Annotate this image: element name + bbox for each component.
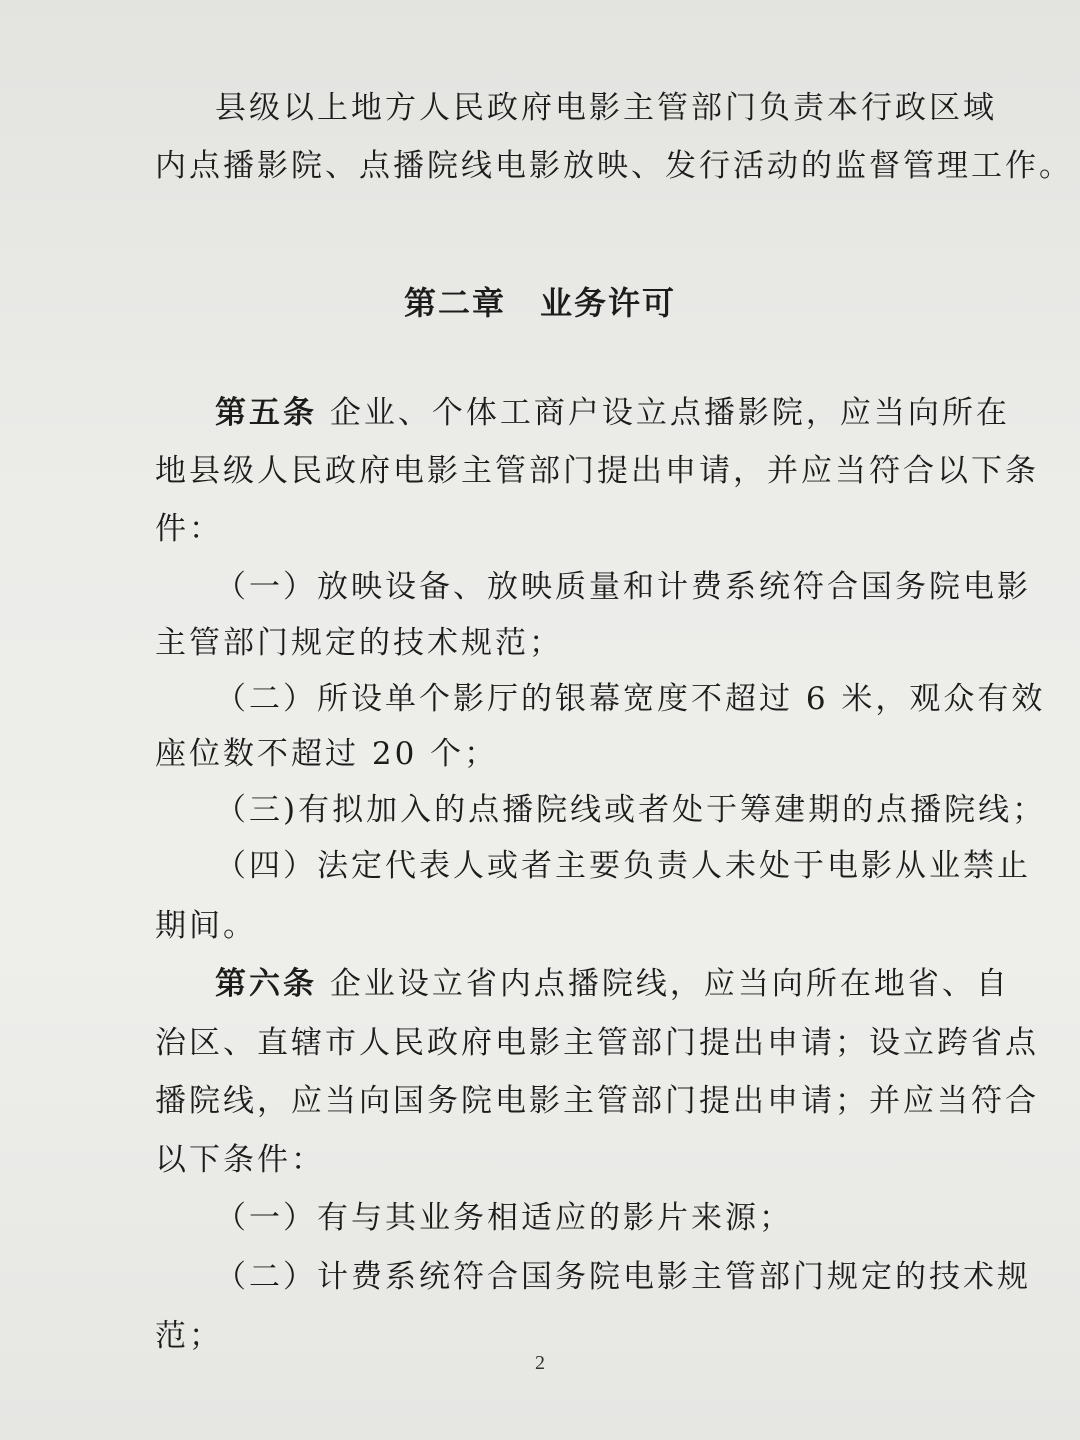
article6-line-2: 治区、直辖市人民政府电影主管部门提出申请；设立跨省点 xyxy=(155,1025,1039,1061)
article5-item-3: （三)有拟加入的点播院线或者处于筹建期的点播院线； xyxy=(215,792,1047,828)
article6-text-1: 企业设立省内点播院线，应当向所在地省、自 xyxy=(329,966,1010,1002)
article5-item-2-cont: 座位数不超过 20 个； xyxy=(155,736,499,772)
article6-item-1: （一）有与其业务相适应的影片来源； xyxy=(215,1200,793,1236)
article6-item-2-cont: 范； xyxy=(155,1318,223,1354)
article5-item-1: （一）放映设备、放映质量和计费系统符合国务院电影 xyxy=(215,569,1031,605)
article5-line-2: 地县级人民政府电影主管部门提出申请，并应当符合以下条 xyxy=(155,453,1039,489)
intro-line-1: 县级以上地方人民政府电影主管部门负责本行政区域 xyxy=(215,90,997,126)
article6-heading: 第六条 xyxy=(215,966,317,1002)
article6-line-3: 播院线，应当向国务院电影主管部门提出申请；并应当符合 xyxy=(155,1083,1039,1119)
article5-item-1-cont: 主管部门规定的技术规范； xyxy=(155,625,563,661)
article5-text-1: 企业、个体工商户设立点播影院，应当向所在 xyxy=(329,395,1010,431)
article6-line-1 xyxy=(215,964,1015,1004)
article6-line-4: 以下条件： xyxy=(155,1142,325,1178)
intro-line-2: 内点播影院、点播院线电影放映、发行活动的监督管理工作。 xyxy=(155,148,1073,184)
article5-heading: 第五条 xyxy=(215,395,317,431)
article5-line-3: 件： xyxy=(155,511,223,547)
chapter-title: 第二章 业务许可 xyxy=(403,284,676,322)
article6-item-2: （二）计费系统符合国务院电影主管部门规定的技术规 xyxy=(215,1259,1031,1295)
article5-item-4: （四）法定代表人或者主要负责人未处于电影从业禁止 xyxy=(215,848,1031,884)
article5-line-1 xyxy=(215,393,1015,433)
page-number: 2 xyxy=(535,1352,545,1374)
article5-item-4-cont: 期间。 xyxy=(155,908,257,944)
article5-item-2: （二）所设单个影厅的银幕宽度不超过 6 米，观众有效 xyxy=(215,681,1046,717)
